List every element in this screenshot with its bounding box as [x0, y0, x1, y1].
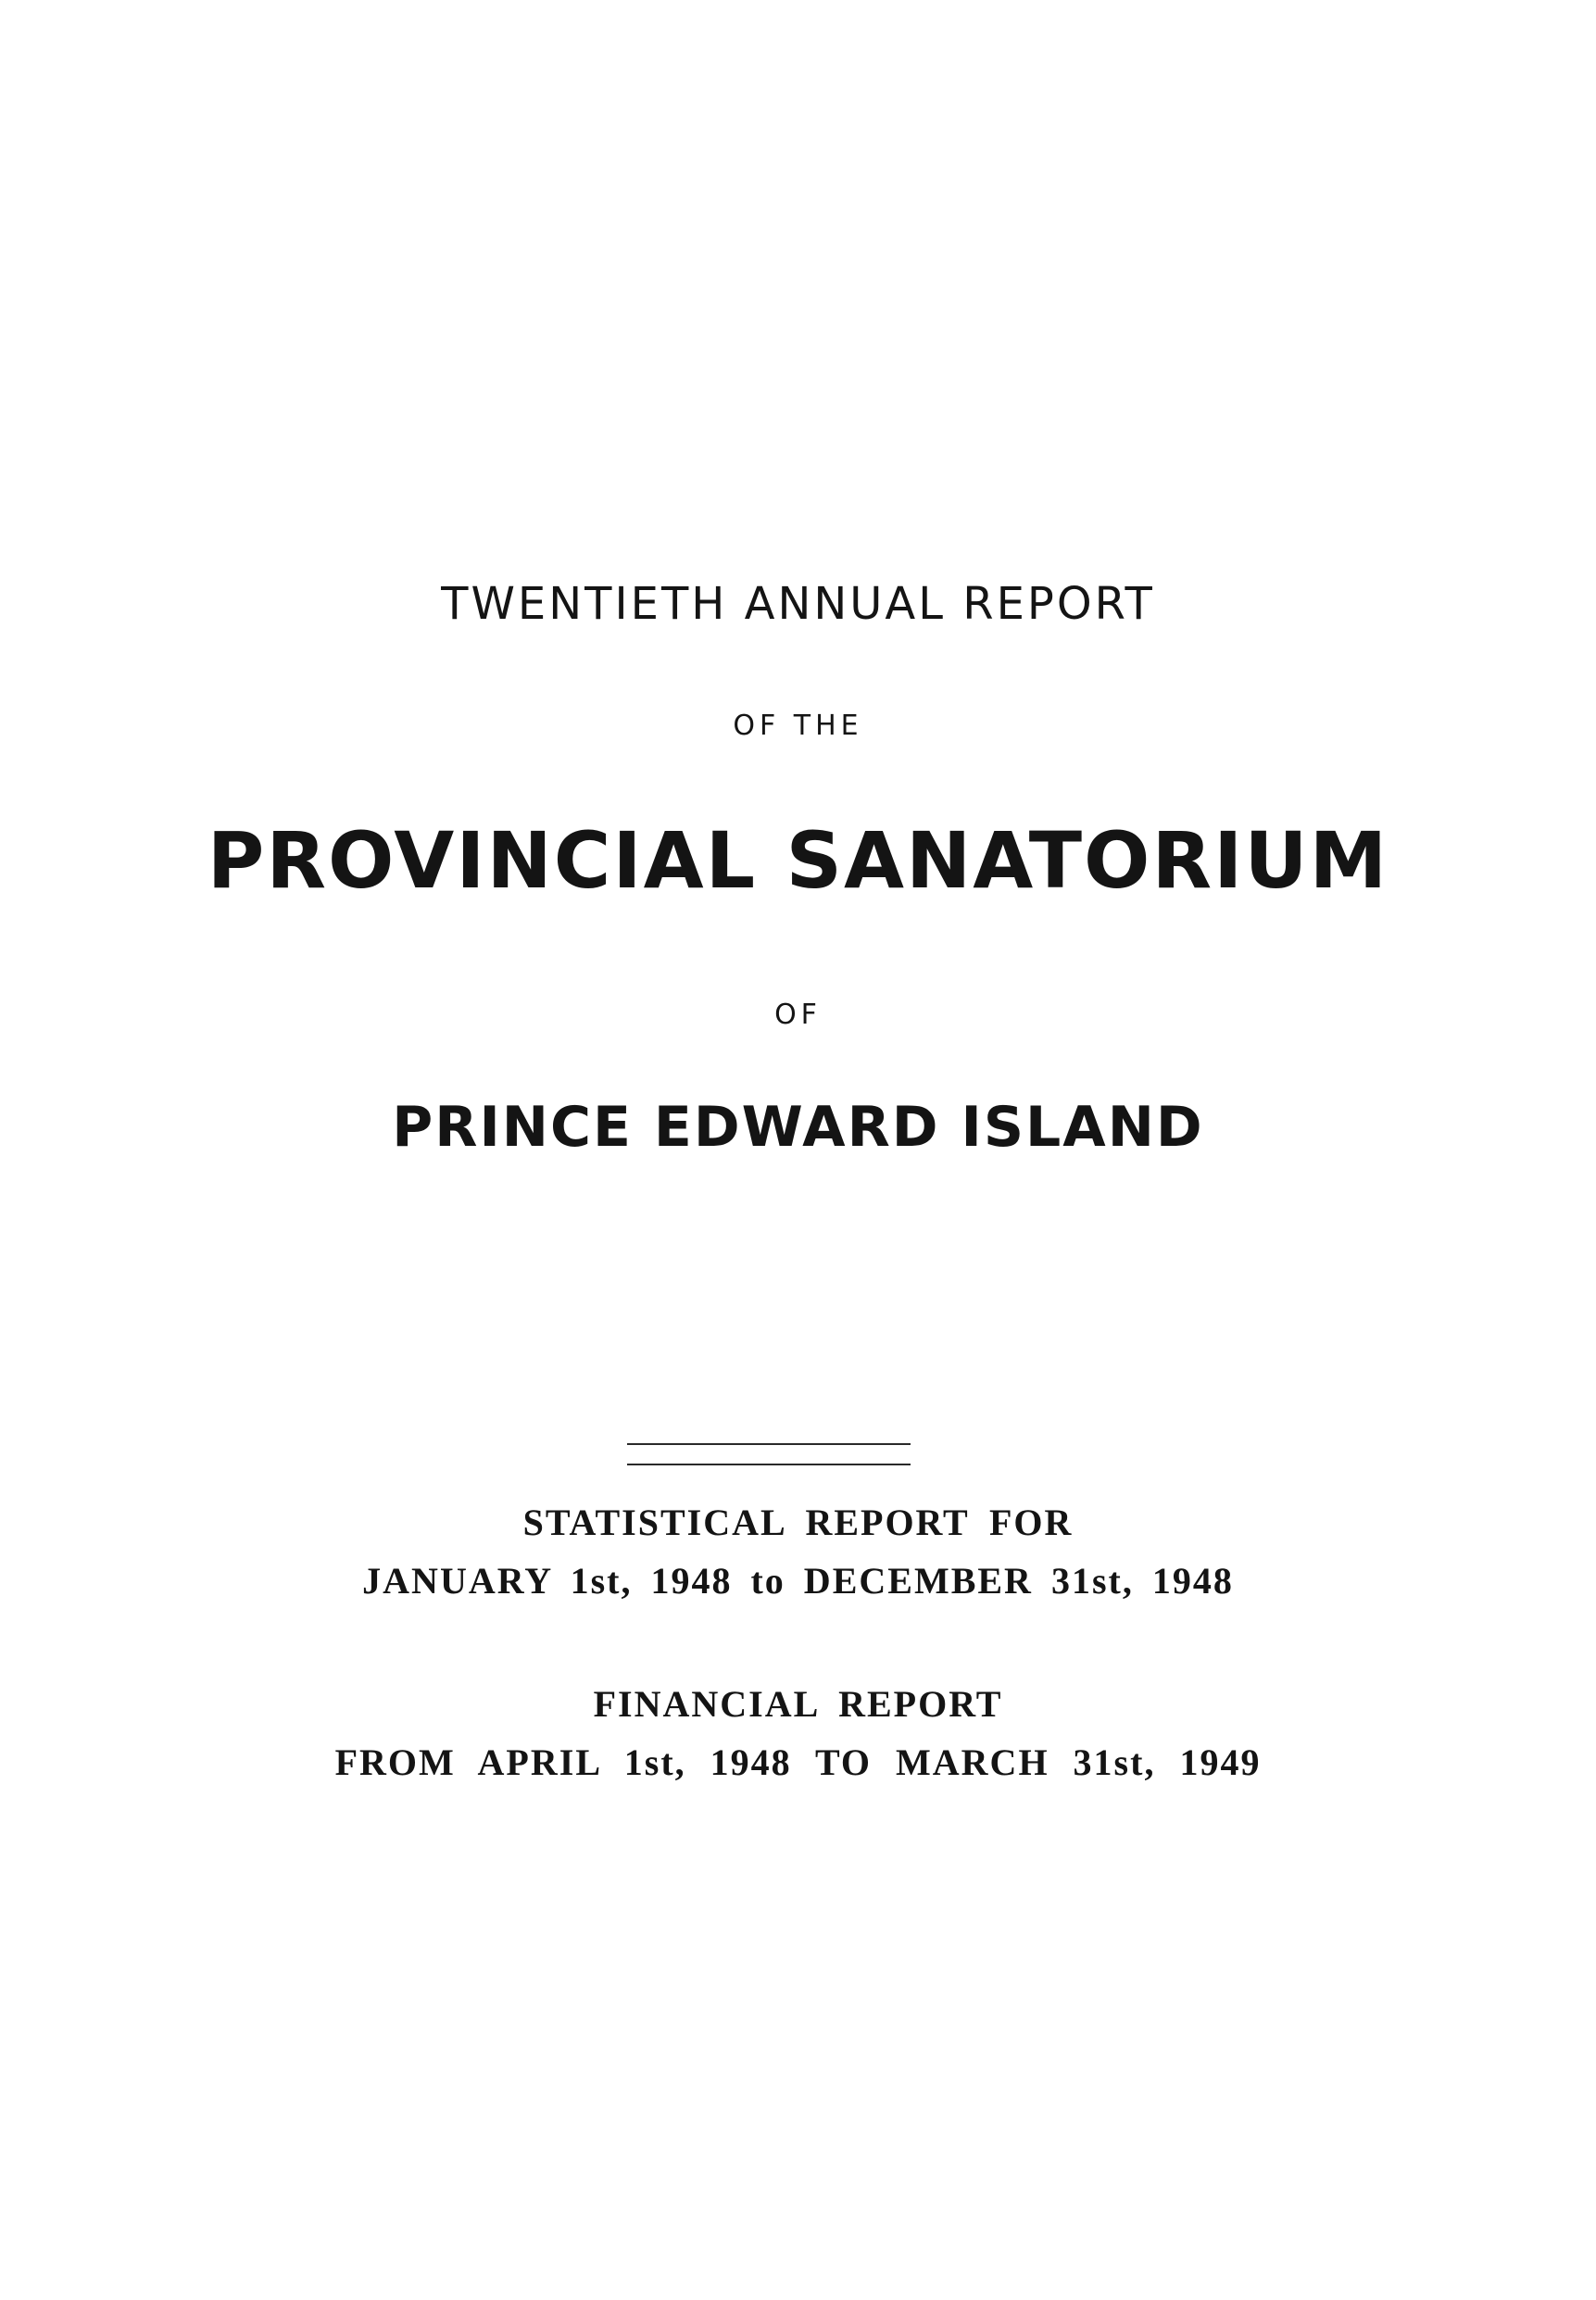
divider-rule-bottom: [627, 1464, 911, 1465]
financial-report-period: FROM APRIL 1st, 1948 TO MARCH 31st, 1949: [334, 1741, 1262, 1783]
province-name: PRINCE EDWARD ISLAND: [392, 1095, 1204, 1160]
statistical-report-period: JANUARY 1st, 1948 to DECEMBER 31st, 1948: [362, 1560, 1234, 1602]
institution-name: PROVINCIAL SANATORIUM: [207, 815, 1389, 906]
financial-report-heading: FINANCIAL REPORT: [593, 1683, 1003, 1725]
report-title-line: TWENTIETH ANNUAL REPORT: [441, 578, 1155, 630]
of-line: OF: [774, 999, 822, 1031]
divider-rule-top: [627, 1443, 911, 1445]
statistical-report-heading: STATISTICAL REPORT FOR: [522, 1502, 1074, 1543]
of-the-line: OF THE: [733, 710, 863, 742]
